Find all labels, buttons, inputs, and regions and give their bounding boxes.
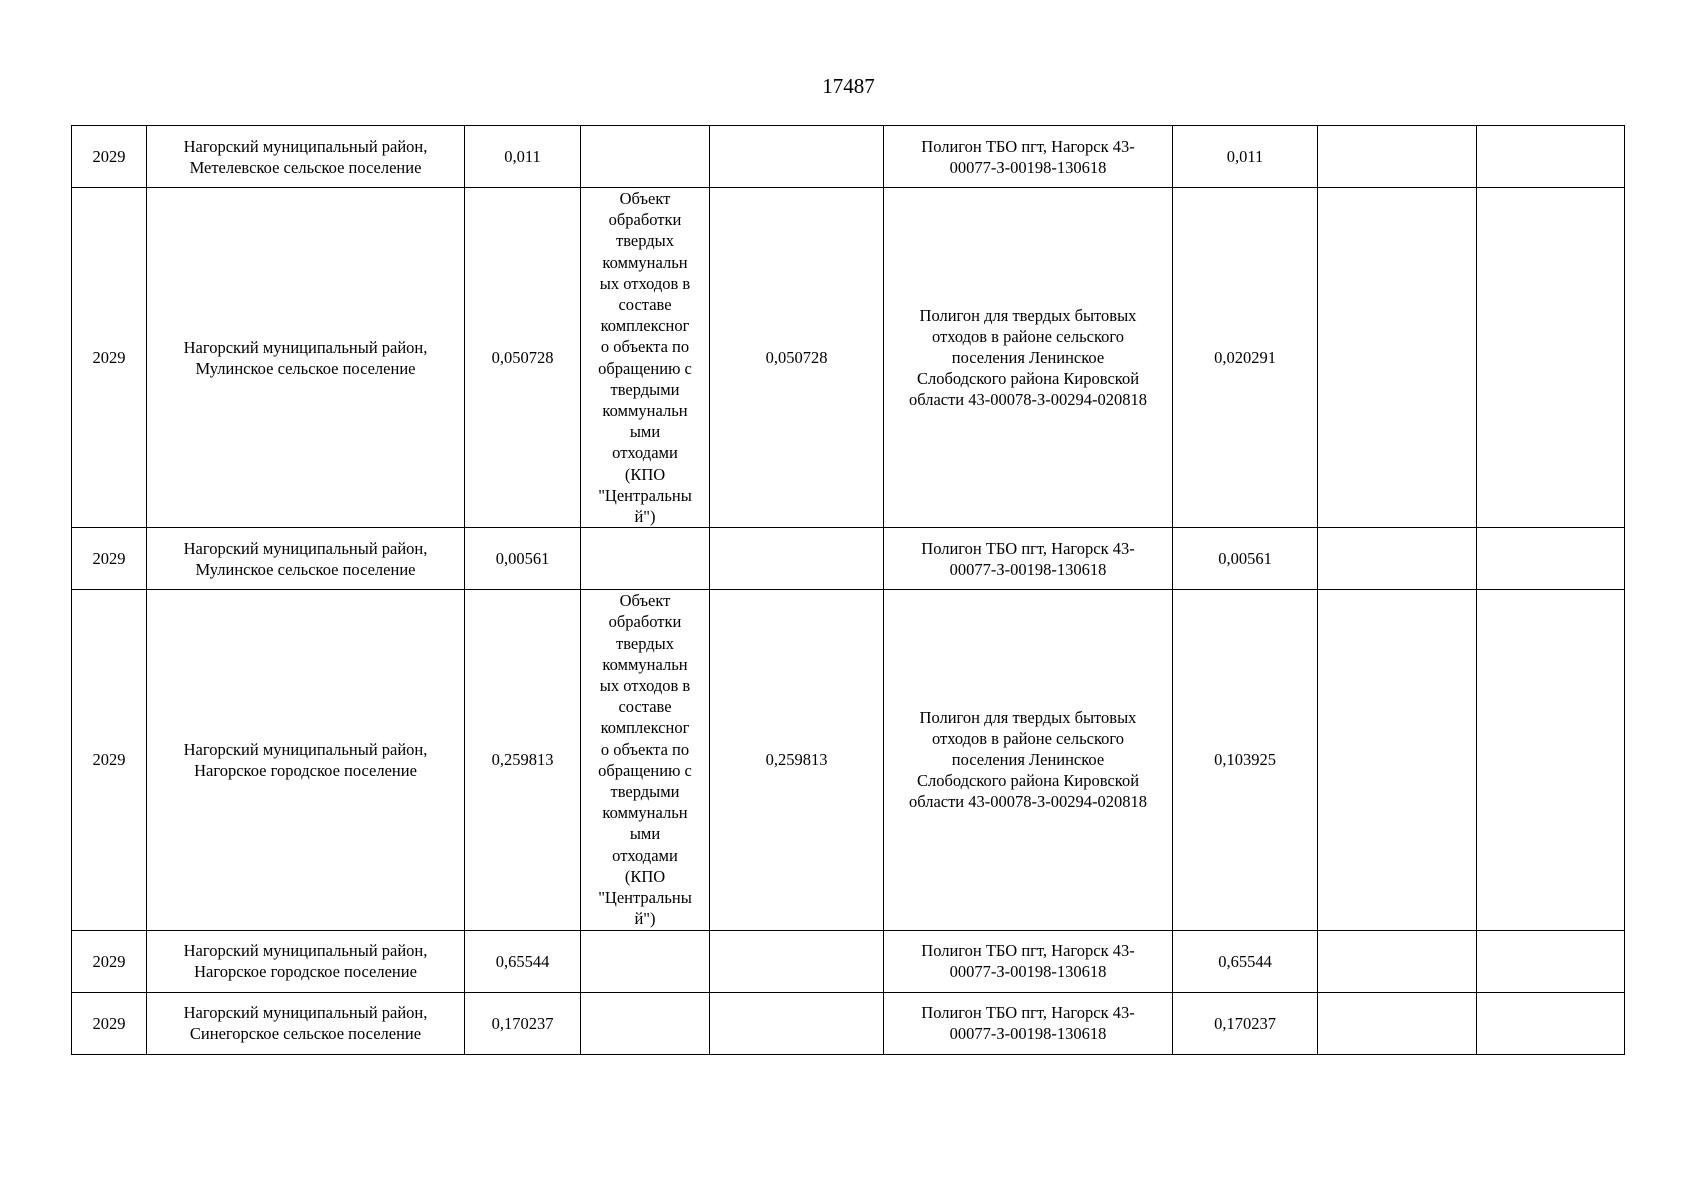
- cell-text: 0,65544: [495, 951, 550, 971]
- processing-facility-cell: [581, 930, 710, 992]
- landfill-line: отходов в районе сельского: [931, 729, 1124, 749]
- empty-cell: [1318, 590, 1477, 930]
- year-cell: [72, 528, 147, 590]
- amount-cell: [465, 126, 581, 188]
- facility-line: коммунальн: [602, 401, 688, 421]
- cell-text: 0,011: [1226, 147, 1264, 166]
- cell-text: 0,020291: [1214, 348, 1276, 368]
- facility-line: й"): [634, 909, 656, 929]
- empty-cell: [1318, 930, 1477, 992]
- cell-text: 0,050728: [765, 348, 828, 368]
- municipality-line: Нагорское городское поселение: [194, 760, 417, 780]
- cell-text: 2029: [92, 348, 126, 368]
- facility-line: ых отходов в: [599, 676, 691, 696]
- landfill-cell: [884, 528, 1173, 590]
- table-body: [72, 126, 1625, 1055]
- landfill-amount-cell: [1173, 930, 1318, 992]
- facility-amount-cell: [710, 188, 884, 528]
- municipality-line: Нагорское городское поселение: [194, 962, 417, 981]
- facility-amount-cell: [710, 126, 884, 188]
- municipality-line: Нагорский муниципальный район,: [183, 1003, 428, 1022]
- municipality-line: Нагорский муниципальный район,: [183, 739, 428, 759]
- landfill-cell: [884, 992, 1173, 1054]
- facility-line: й"): [634, 507, 656, 527]
- municipality-cell: [147, 528, 465, 590]
- municipality-line: Синегорское сельское поселение: [189, 1024, 422, 1043]
- landfill-line: 00077-З-00198-130618: [949, 559, 1107, 579]
- processing-facility-cell: [581, 992, 710, 1054]
- municipality-cell: [147, 992, 465, 1054]
- empty-cell: [1318, 188, 1477, 528]
- cell-text: 0,103925: [1214, 750, 1276, 770]
- facility-line: отходами: [612, 845, 678, 865]
- empty-cell: [1477, 590, 1625, 930]
- empty-cell: [1477, 930, 1625, 992]
- municipality-line: Нагорский муниципальный район,: [183, 941, 428, 960]
- amount-cell: [465, 590, 581, 930]
- landfill-line: Полигон ТБО пгт, Нагорск 43-: [921, 941, 1135, 960]
- landfill-line: поселения Ленинское: [951, 348, 1105, 368]
- facility-line: коммунальн: [602, 803, 688, 823]
- landfill-cell: [884, 126, 1173, 188]
- cell-text: 2029: [92, 1013, 126, 1033]
- cell-text: 0,00561: [495, 549, 550, 569]
- table-row: [72, 590, 1625, 930]
- facility-line: составе: [618, 295, 672, 315]
- facility-line: составе: [618, 697, 672, 717]
- facility-line: твердыми: [610, 782, 680, 802]
- table-row: [72, 930, 1625, 992]
- landfill-cell: [884, 188, 1173, 528]
- facility-line: обращению с: [598, 760, 692, 780]
- facility-line: "Центральны: [598, 888, 692, 908]
- table-row: [72, 188, 1625, 528]
- empty-cell: [1477, 528, 1625, 590]
- landfill-line: 00077-З-00198-130618: [949, 157, 1107, 177]
- landfill-line: Слободского района Кировской: [916, 771, 1140, 791]
- cell-text: 0,170237: [491, 1013, 554, 1033]
- cell-text: 0,011: [504, 147, 541, 166]
- facility-line: твердых: [616, 231, 674, 251]
- processing-facility-cell: [581, 590, 710, 930]
- facility-line: обработки: [608, 612, 682, 632]
- municipality-line: Нагорский муниципальный район,: [183, 538, 428, 558]
- processing-facility-cell: [581, 528, 710, 590]
- amount-cell: [465, 528, 581, 590]
- cell-text: 2029: [92, 549, 126, 569]
- cell-text: 2029: [92, 750, 126, 770]
- landfill-amount-cell: [1173, 126, 1318, 188]
- table-row: [72, 528, 1625, 590]
- municipality-line: Нагорский муниципальный район,: [183, 136, 428, 156]
- facility-line: о объекта по: [600, 739, 690, 759]
- landfill-line: Полигон ТБО пгт, Нагорск 43-: [921, 1003, 1135, 1022]
- landfill-amount-cell: [1173, 188, 1318, 528]
- facility-line: (КПО: [624, 464, 666, 484]
- year-cell: [72, 930, 147, 992]
- facility-line: твердыми: [610, 379, 680, 399]
- landfill-line: 00077-З-00198-130618: [949, 962, 1107, 981]
- cell-text: 0,050728: [491, 348, 554, 368]
- year-cell: [72, 992, 147, 1054]
- municipality-cell: [147, 930, 465, 992]
- empty-cell: [1318, 126, 1477, 188]
- cell-text: 0,170237: [1214, 1013, 1276, 1033]
- facility-line: ыми: [629, 422, 661, 442]
- amount-cell: [465, 930, 581, 992]
- empty-cell: [1477, 126, 1625, 188]
- municipality-cell: [147, 188, 465, 528]
- landfill-line: Полигон для твердых бытовых: [919, 708, 1137, 728]
- cell-text: 0,00561: [1218, 549, 1272, 569]
- cell-text: 0,259813: [491, 750, 554, 770]
- processing-facility-cell: [581, 126, 710, 188]
- amount-cell: [465, 188, 581, 528]
- cell-text: 2029: [92, 951, 126, 971]
- landfill-amount-cell: [1173, 992, 1318, 1054]
- landfill-line: отходов в районе сельского: [931, 327, 1124, 347]
- amount-cell: [465, 992, 581, 1054]
- landfill-amount-cell: [1173, 528, 1318, 590]
- facility-line: отходами: [612, 443, 678, 463]
- municipality-line: Метелевское сельское поселение: [189, 157, 422, 177]
- facility-amount-cell: [710, 930, 884, 992]
- facility-line: "Центральны: [598, 485, 692, 505]
- facility-line: твердых: [616, 633, 674, 653]
- landfill-line: поселения Ленинское: [951, 750, 1105, 770]
- cell-text: 2029: [92, 147, 126, 166]
- landfill-line: Полигон для твердых бытовых: [919, 306, 1137, 326]
- waste-flow-table: [71, 125, 1625, 1055]
- facility-amount-cell: [710, 528, 884, 590]
- table-row: [72, 126, 1625, 188]
- cell-text: 0,65544: [1218, 951, 1272, 971]
- facility-line: обращению с: [598, 358, 692, 378]
- year-cell: [72, 188, 147, 528]
- municipality-line: Мулинское сельское поселение: [195, 559, 416, 579]
- landfill-cell: [884, 930, 1173, 992]
- facility-amount-cell: [710, 992, 884, 1054]
- table-row: [72, 992, 1625, 1054]
- facility-line: о объекта по: [600, 337, 690, 357]
- empty-cell: [1318, 528, 1477, 590]
- municipality-cell: [147, 590, 465, 930]
- facility-line: ых отходов в: [599, 273, 691, 293]
- facility-amount-cell: [710, 590, 884, 930]
- landfill-line: Полигон ТБО пгт, Нагорск 43-: [921, 538, 1135, 558]
- cell-text: 0,259813: [765, 750, 828, 770]
- landfill-line: 00077-З-00198-130618: [949, 1024, 1107, 1043]
- landfill-amount-cell: [1173, 590, 1318, 930]
- facility-line: обработки: [608, 210, 682, 230]
- municipality-line: Мулинское сельское поселение: [195, 358, 416, 378]
- landfill-line: области 43-00078-З-00294-020818: [908, 792, 1148, 812]
- processing-facility-cell: [581, 188, 710, 528]
- landfill-line: области 43-00078-З-00294-020818: [908, 390, 1148, 410]
- landfill-cell: [884, 590, 1173, 930]
- empty-cell: [1318, 992, 1477, 1054]
- facility-line: коммунальн: [602, 252, 688, 272]
- facility-line: Объект: [619, 189, 671, 208]
- facility-line: Объект: [619, 591, 671, 611]
- facility-line: (КПО: [624, 866, 666, 886]
- municipality-line: Нагорский муниципальный район,: [183, 337, 428, 357]
- facility-line: коммунальн: [602, 654, 688, 674]
- year-cell: [72, 590, 147, 930]
- facility-line: комплексног: [600, 316, 690, 336]
- empty-cell: [1477, 188, 1625, 528]
- facility-line: комплексног: [600, 718, 690, 738]
- facility-line: ыми: [629, 824, 661, 844]
- landfill-line: Слободского района Кировской: [916, 369, 1140, 389]
- municipality-cell: [147, 126, 465, 188]
- page-number: 17487: [822, 74, 875, 98]
- landfill-line: Полигон ТБО пгт, Нагорск 43-: [921, 136, 1135, 156]
- year-cell: [72, 126, 147, 188]
- empty-cell: [1477, 992, 1625, 1054]
